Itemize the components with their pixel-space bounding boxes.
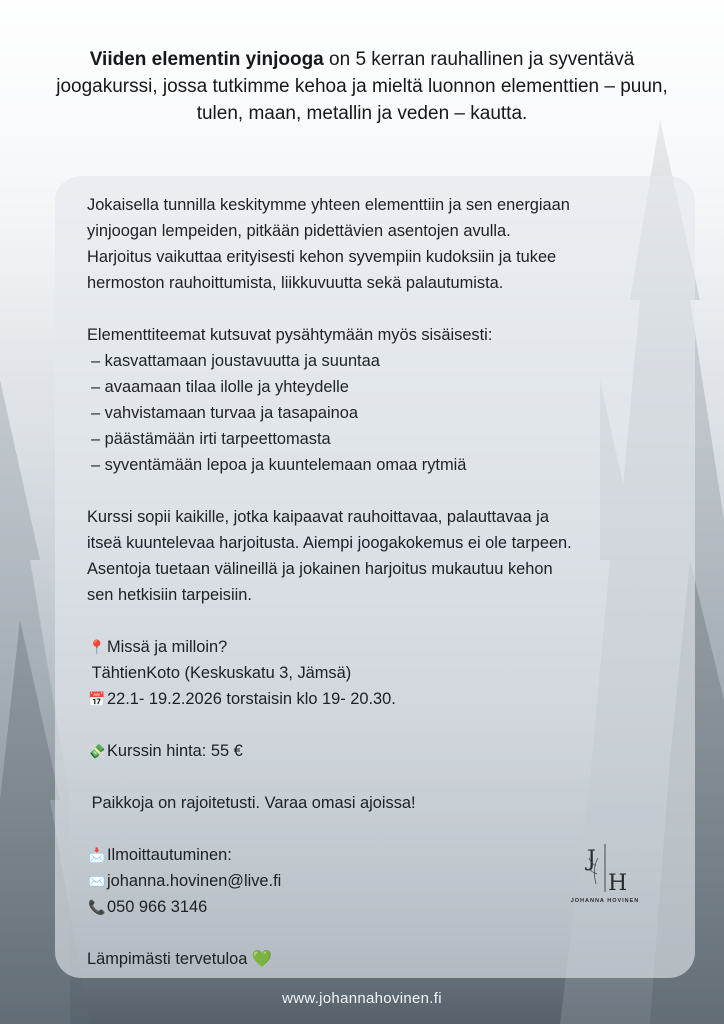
- website-link[interactable]: www.johannahovinen.fi: [282, 990, 442, 1007]
- money-icon: 💸: [88, 743, 106, 759]
- envelope-icon: ✉️: [88, 873, 106, 889]
- list-item: – päästämään irti tarpeettomasta: [91, 430, 331, 448]
- where-place: TähtienKoto (Keskuskatu 3, Jämsä): [91, 664, 352, 682]
- johanna-hovinen-logo: [560, 838, 650, 918]
- text-line: sen hetkisiin tarpeisiin.: [87, 586, 252, 604]
- list-item: – avaamaan tilaa ilolle ja yhteydelle: [91, 378, 349, 396]
- logo-caption: JOHANNA HOVINEN: [570, 898, 640, 904]
- welcome-text: Lämpimästi tervetuloa: [87, 950, 248, 968]
- intro-description: on 5 kerran rauhallinen ja syventävä joogakurssi, jossa tutkimme kehoa ja mieltä luonnon elementtien – puun, tulen, maan, metallin ja veden – kautta.: [56, 49, 668, 124]
- monogram-icon: [560, 838, 650, 898]
- pin-icon: 📍: [88, 639, 106, 655]
- paragraph-1: [87, 192, 665, 296]
- text-line: hermoston rauhoittumista, liikkuvuutta sekä palautumista.: [87, 274, 504, 292]
- text-line: Jokaisella tunnilla keskitymme yhteen elementtiin ja sen energiaan: [87, 196, 570, 214]
- text-line: Harjoitus vaikuttaa erityisesti kehon syvempiin kudoksiin ja tukee: [87, 248, 557, 266]
- limited-seats-text: [87, 790, 665, 816]
- themes-lead: Elementtiteemat kutsuvat pysähtymään myös sisäisesti:: [87, 326, 493, 344]
- price-text: Kurssin hinta: 55 €: [107, 742, 243, 760]
- paragraph-3: [87, 504, 665, 608]
- signup-label: Ilmoittautuminen:: [107, 846, 232, 864]
- course-dates: 22.1- 19.2.2026 torstaisin klo 19- 20.30.: [107, 690, 396, 708]
- phone-number[interactable]: 050 966 3146: [107, 898, 208, 916]
- intro-text: [40, 46, 684, 127]
- monogram-h: H: [608, 871, 628, 896]
- text-line: Asentoja tuetaan välineillä ja jokainen harjoitus mukautuu kehon: [87, 560, 553, 578]
- green-heart-icon: 💚: [251, 950, 273, 968]
- phone-icon: 📞: [88, 899, 106, 915]
- themes-list: [87, 348, 665, 478]
- course-title: Viiden elementin yinjooga: [89, 49, 324, 70]
- monogram-j: J: [587, 847, 596, 872]
- text-line: yinjoogan lempeiden, pitkään pidettävien asentojen avulla.: [87, 222, 511, 240]
- text-line: itseä kuuntelevaa harjoitusta. Aiempi joogakokemus ei ole tarpeen.: [87, 534, 572, 552]
- where-when-block: [87, 634, 665, 712]
- envelope-incoming-icon: 📩: [88, 847, 106, 863]
- email-link[interactable]: johanna.hovinen@live.fi: [107, 872, 282, 890]
- welcome-line: [87, 946, 665, 972]
- list-item: – vahvistamaan turvaa ja tasapainoa: [91, 404, 358, 422]
- list-item: – syventämään lepoa ja kuuntelemaan omaa rytmiä: [91, 456, 467, 474]
- text-line: Kurssi sopii kaikille, jotka kaipaavat rauhoittavaa, palauttavaa ja: [87, 508, 549, 526]
- where-label: Missä ja milloin?: [107, 638, 228, 656]
- calendar-icon: 📅: [88, 691, 106, 707]
- price-line: [87, 738, 665, 764]
- list-item: – kasvattamaan joustavuutta ja suuntaa: [91, 352, 380, 370]
- limited-text: Paikkoja on rajoitetusti. Varaa omasi ajoissa!: [91, 794, 416, 812]
